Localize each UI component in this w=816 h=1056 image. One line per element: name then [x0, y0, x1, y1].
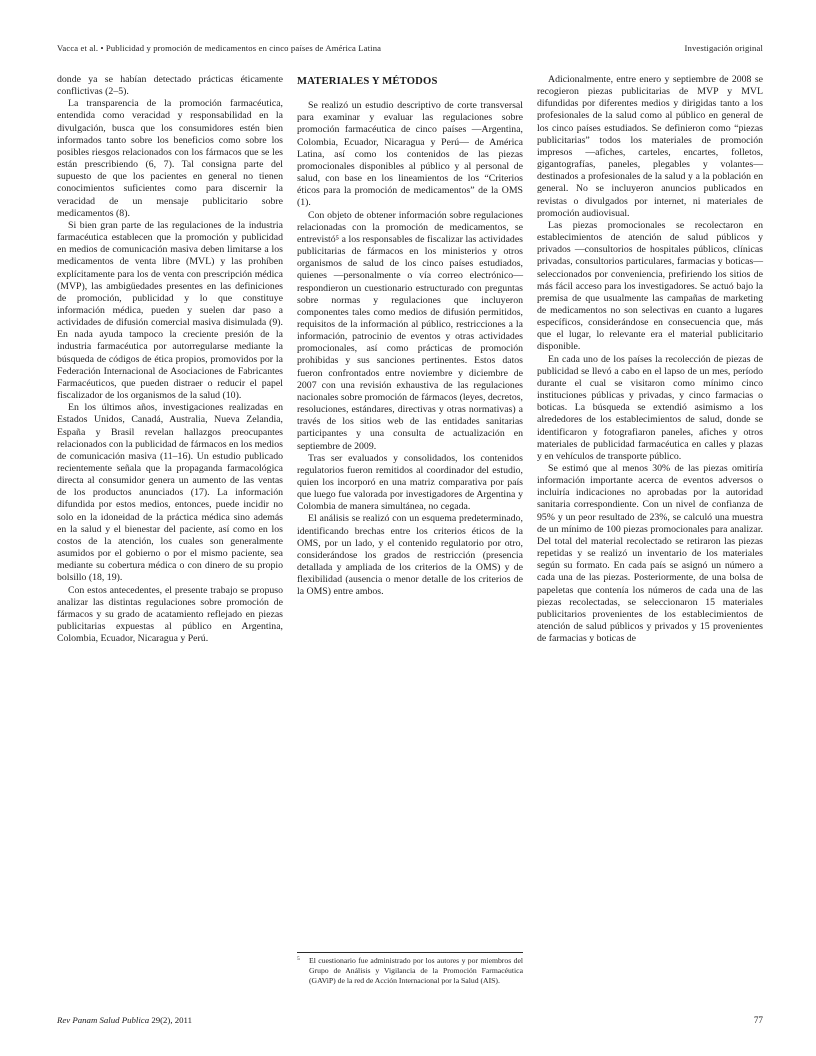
- journal-name: Rev Panam Salud Publica: [57, 1015, 150, 1025]
- paragraph: La transparencia de la promoción farmacéutica, entendida como veracidad y responsabilidad en la divulgación, busca que los consumidores estén bien informados tanto sobre los beneficios como sobre los posibles riesgos relacionados con los fármacos que se les están prescribiendo (6, 7). Tal consigna parte del supuesto de que los pacientes en general no tienen conocimientos suficientes como para discernir la veracidad de un mensaje publicitario sobre medicamentos (8).: [57, 98, 283, 219]
- paragraph: Adicionalmente, entre enero y septiembre de 2008 se recogieron piezas publicitarias de MVP y MVL difundidas por diferentes medios y dirigidas tanto a los profesionales de la salud como al público en general de los cinco países estudiados. Se definieron como “piezas publicitarias” todos los materiales de promoción impresos —afiches, carteles, encartes, folletos, gigantografías, paneles, plegables y volantes— destinados a profesionales de la salud y a la población en general. No se incluyeron anuncios publicados en revistas o divulgados por internet, ni materiales de promoción audiovisual.: [537, 74, 763, 219]
- running-head: [57, 43, 763, 53]
- page-content: [57, 43, 763, 1025]
- paragraph: Se estimó que al menos 30% de las piezas omitiría información importante acerca de eventos adversos o incluiría indicaciones no aprobadas por la autoridad sanitaria correspondiente. Con un nivel de confianza de 95% y un peor resultado de 23%, se calculó una muestra de un mínimo de 100 piezas promocionales para analizar. Del total del material recolectado se retiraron las piezas repetidas y se realizó un inventario de los materiales según su formato. En cada país se asignó un número a cada una de las piezas. Posteriormente, de una bolsa de papeletas que contenía los números de cada una de las piezas recolectadas, se seleccionaron 15 materiales publicitarios provenientes de los establecimientos de atención de salud públicos y privados y 15 provenientes de farmacias y boticas de: [537, 463, 763, 645]
- article-body: [57, 74, 763, 986]
- footnote-row: [297, 956, 523, 986]
- paragraph: Si bien gran parte de las regulaciones de la industria farmacéutica establecen que la promoción y publicidad en medios de comunicación masiva deben limitarse a los medicamentos de venta libre (MVL) y las prohíben explícitamente para los de venta con prescripción médica (MVP), las ambigüedades presentes en las definiciones de promoción, publicidad y lo que constituye información médica, pueden y suelen dar paso a actividades de difusión comercial masiva disimulada (9). En nada ayuda tampoco la creciente presión de la industria farmacéutica por autorregularse mediante la búsqueda de códigos de ética propios, promovidos por la Federación Internacional de Asociaciones de Fabricantes Farmacéuticos, que pueden distraer o reducir el papel fiscalizador de los organismos de la salud (10).: [57, 219, 283, 402]
- section-heading-materiales-y-metodos: MATERIALES Y MÉTODOS: [297, 76, 438, 87]
- footnote-text: El cuestionario fue administrado por los autores y por miembros del Grupo de Análisis y Vigilancia de la Promoción Farmacéutica (GAViP) de la red de Acción Internacional por la Salud (AIS).: [309, 956, 523, 986]
- paragraph: Tras ser evaluados y consolidados, los contenidos regulatorios fueron remitidos al coordinador del estudio, quien los incorporó en una matriz comparativa por país que luego fue valorada por investigadores de Argentina y Colombia de manera simultánea, no cegada.: [297, 452, 523, 513]
- paragraph: Con estos antecedentes, el presente trabajo se propuso analizar las distintas regulaciones sobre promoción de fármacos y su grado de acatamiento reflejado en piezas publicitarias expuestas al público en Argentina, Colombia, Ecuador, Nicaragua y Perú.: [57, 584, 283, 645]
- column-3: [537, 74, 763, 986]
- paragraph: Con objeto de obtener información sobre regulaciones relacionadas con la promoción de medicamentos, se entrevistó⁵ a los responsables de fiscalizar las actividades publicitarias de fármacos en los ministerios y otros organismos de salud de los cinco países estudiados, quienes —personalmente o vía correo electrónico— respondieron un cuestionario estructurado con preguntas sobre normas y regulaciones que incluyeron componentes tales como medios de difusión permitidos, requisitos de la información al público, restricciones a la información, patrocinio de eventos y otras actividades promocionales, así como prácticas de promoción prohibidas y sus sanciones pertinentes. Estos datos fueron confrontados entre noviembre y diciembre de 2007 con una revisión exhaustiva de las regulaciones nacionales sobre promoción de fármacos (leyes, decretos, resoluciones, estándares, directivas y otras normativas) a través de los sitios web de las entidades sanitarias participantes y una consulta de actualización en septiembre de 2009.: [297, 209, 523, 452]
- paragraph: En cada uno de los países la recolección de piezas de publicidad se llevó a cabo en el lapso de un mes, período durante el cual se visitaron como mínimo cinco instituciones públicas y privadas, y cinco farmacias o boticas. La búsqueda se extendió asimismo a los alrededores de los establecimientos de salud, donde se identificaron y fotografiaron paneles, afiches y otros materiales de publicidad farmacéutica en calles y plazas y en vehículos de transporte público.: [537, 353, 763, 462]
- footnote: [297, 952, 523, 986]
- journal-reference: [57, 1015, 192, 1025]
- paragraph: En los últimos años, investigaciones realizadas en Estados Unidos, Canadá, Australia, Nueva Zelandia, España y Brasil revelan hallazgos preocupantes relacionados con la publicidad de fármacos en los medios de comunicación masiva (11–16). Un estudio publicado recientemente señala que la propaganda farmacológica directa al consumidor genera un aumento de las ventas de los productos anunciados (17). La información difundida por estos medios, entonces, puede incidir no solo en la idoneidad de la práctica médica sino además en la salud y el bienestar del paciente, así como en los costos de la atención, los cuales son generalmente asumidos por el gobierno o por el mismo paciente, sea mediante su cobertura médica o con dinero de su propio bolsillo (18, 19).: [57, 402, 283, 584]
- paragraph: donde ya se habían detectado prácticas éticamente conflictivas (2–5).: [57, 74, 283, 98]
- journal-issue-year: 29(2), 2011: [151, 1015, 193, 1025]
- running-head-left: Vacca et al. • Publicidad y promoción de medicamentos en cinco países de América Latina: [57, 43, 382, 53]
- column-2-text: [297, 100, 523, 598]
- page-number: 77: [753, 1015, 763, 1025]
- paragraph: El análisis se realizó con un esquema predeterminado, identificando brechas entre los criterios éticos de la OMS, por un lado, y el contenido regulatorio por otro, considerándose los grados de restricción (presencia detallada y ampliada de los criterios de la OMS) y de flexibilidad (ausencia o menor detalle de los criterios de la OMS) entre ambos.: [297, 513, 523, 598]
- paragraph: Las piezas promocionales se recolectaron en establecimientos de atención de salud públicos y privados —consultorios de hospitales públicos, clínicas privadas, consultorios particulares, farmacias y boticas— seleccionados por conveniencia, prefiriendo los sitios de más fácil acceso para los investigadores. Se actuó bajo la premisa de que usualmente las campañas de marketing de medicamentos no son selectivas en cuanto a lugares específicos, considerándose en consecuencia que, más que el lugar, lo relevante era el material publicitario disponible.: [537, 219, 763, 353]
- page-footer: [57, 1015, 763, 1025]
- footnote-marker: 5: [297, 956, 300, 963]
- column-2: [297, 74, 523, 986]
- column-1: [57, 74, 283, 986]
- running-head-right: Investigación original: [684, 43, 763, 53]
- paragraph: Se realizó un estudio descriptivo de corte transversal para examinar y evaluar las regulaciones sobre promoción farmacéutica de cinco países —Argentina, Colombia, Ecuador, Nicaragua y Perú— de América Latina, así como los contenidos de las piezas promocionales disponibles al público y al personal de salud, con base en los lineamientos de los “Criterios éticos para la promoción de medicamentos” de la OMS (1).: [297, 100, 523, 209]
